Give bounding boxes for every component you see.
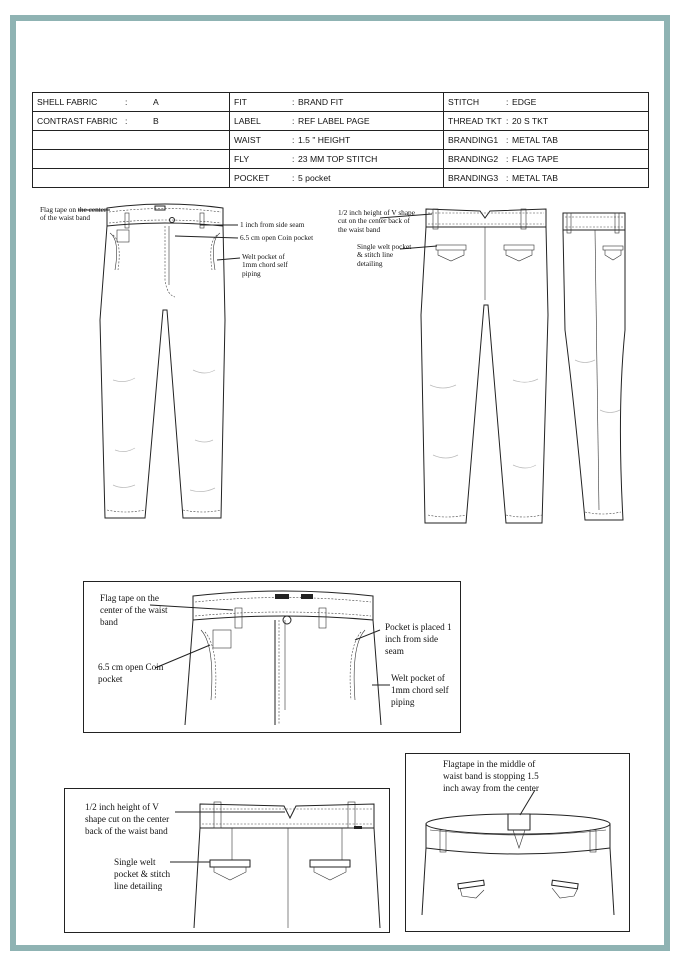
spec-separator: : — [506, 97, 509, 107]
spec-key: STITCH — [448, 97, 480, 107]
spec-key: FLY — [234, 154, 250, 164]
spec-key: FIT — [234, 97, 247, 107]
spec-separator: : — [506, 116, 509, 126]
spec-separator: : — [125, 116, 128, 126]
spec-key: BRANDING2 — [448, 154, 499, 164]
spec-value: METAL TAB — [512, 135, 559, 145]
detail-inner-flagtape-note: Flagtape in the middle of waist band is stopping 1.5 inch away from the center — [443, 759, 539, 793]
spec-key: SHELL FABRIC — [37, 97, 98, 107]
spec-key: LABEL — [234, 116, 261, 126]
spec-value: A — [153, 97, 159, 107]
spec-separator: : — [506, 154, 509, 164]
spec-value: BRAND FIT — [298, 97, 344, 107]
spec-separator: : — [292, 97, 295, 107]
spec-value: EDGE — [512, 97, 537, 107]
spec-separator: : — [292, 135, 295, 145]
spec-key: BRANDING3 — [448, 173, 499, 183]
spec-separator: : — [506, 173, 509, 183]
spec-value: 5 pocket — [298, 173, 331, 183]
spec-value: 23 MM TOP STITCH — [298, 154, 378, 164]
detail-front-welt-pocket-note: Welt pocket of 1mm chord self piping — [391, 673, 449, 707]
spec-separator: : — [292, 173, 295, 183]
spec-key: BRANDING1 — [448, 135, 499, 145]
front-side-seam-note: 1 inch from side seam — [240, 220, 305, 229]
spec-value: B — [153, 116, 159, 126]
spec-separator: : — [125, 97, 128, 107]
spec-key: POCKET — [234, 173, 270, 183]
spec-value: 20 S TKT — [512, 116, 549, 126]
spec-separator: : — [292, 116, 295, 126]
front-welt-pocket-note: Welt pocket of 1mm chord self piping — [242, 252, 288, 278]
spec-key: WAIST — [234, 135, 261, 145]
spec-key: THREAD TKT — [448, 116, 502, 126]
back-v-cut-note: 1/2 inch height of V shape cut on the center back of the waist band — [338, 208, 415, 234]
detail-back-v-cut-note: 1/2 inch height of V shape cut on the center back of the waist band — [85, 802, 170, 836]
detail-front-flag-tape-note: Flag tape on the center of the waist band — [100, 593, 168, 627]
front-flag-tape-note: Flag tape on the center of the waist band — [40, 205, 107, 223]
spec-key: CONTRAST FABRIC — [37, 116, 118, 126]
spec-value: METAL TAB — [512, 173, 559, 183]
spec-separator: : — [292, 154, 295, 164]
spec-value: REF LABEL PAGE — [298, 116, 370, 126]
spec-value: 1.5 " HEIGHT — [298, 135, 351, 145]
spec-value: FLAG TAPE — [512, 154, 559, 164]
front-coin-pocket-note: 6.5 cm open Coin pocket — [240, 233, 314, 242]
detail-back-welt-note: Single welt pocket & stitch line detailing — [114, 857, 171, 891]
detail-front-coin-pocket-note: 6.5 cm open Coin pocket — [98, 662, 164, 684]
spec-separator: : — [506, 135, 509, 145]
back-welt-note: Single welt pocket & stitch line detailing — [357, 242, 412, 268]
detail-front-pocket-placed-note: Pocket is placed 1 inch from side seam — [385, 622, 452, 656]
